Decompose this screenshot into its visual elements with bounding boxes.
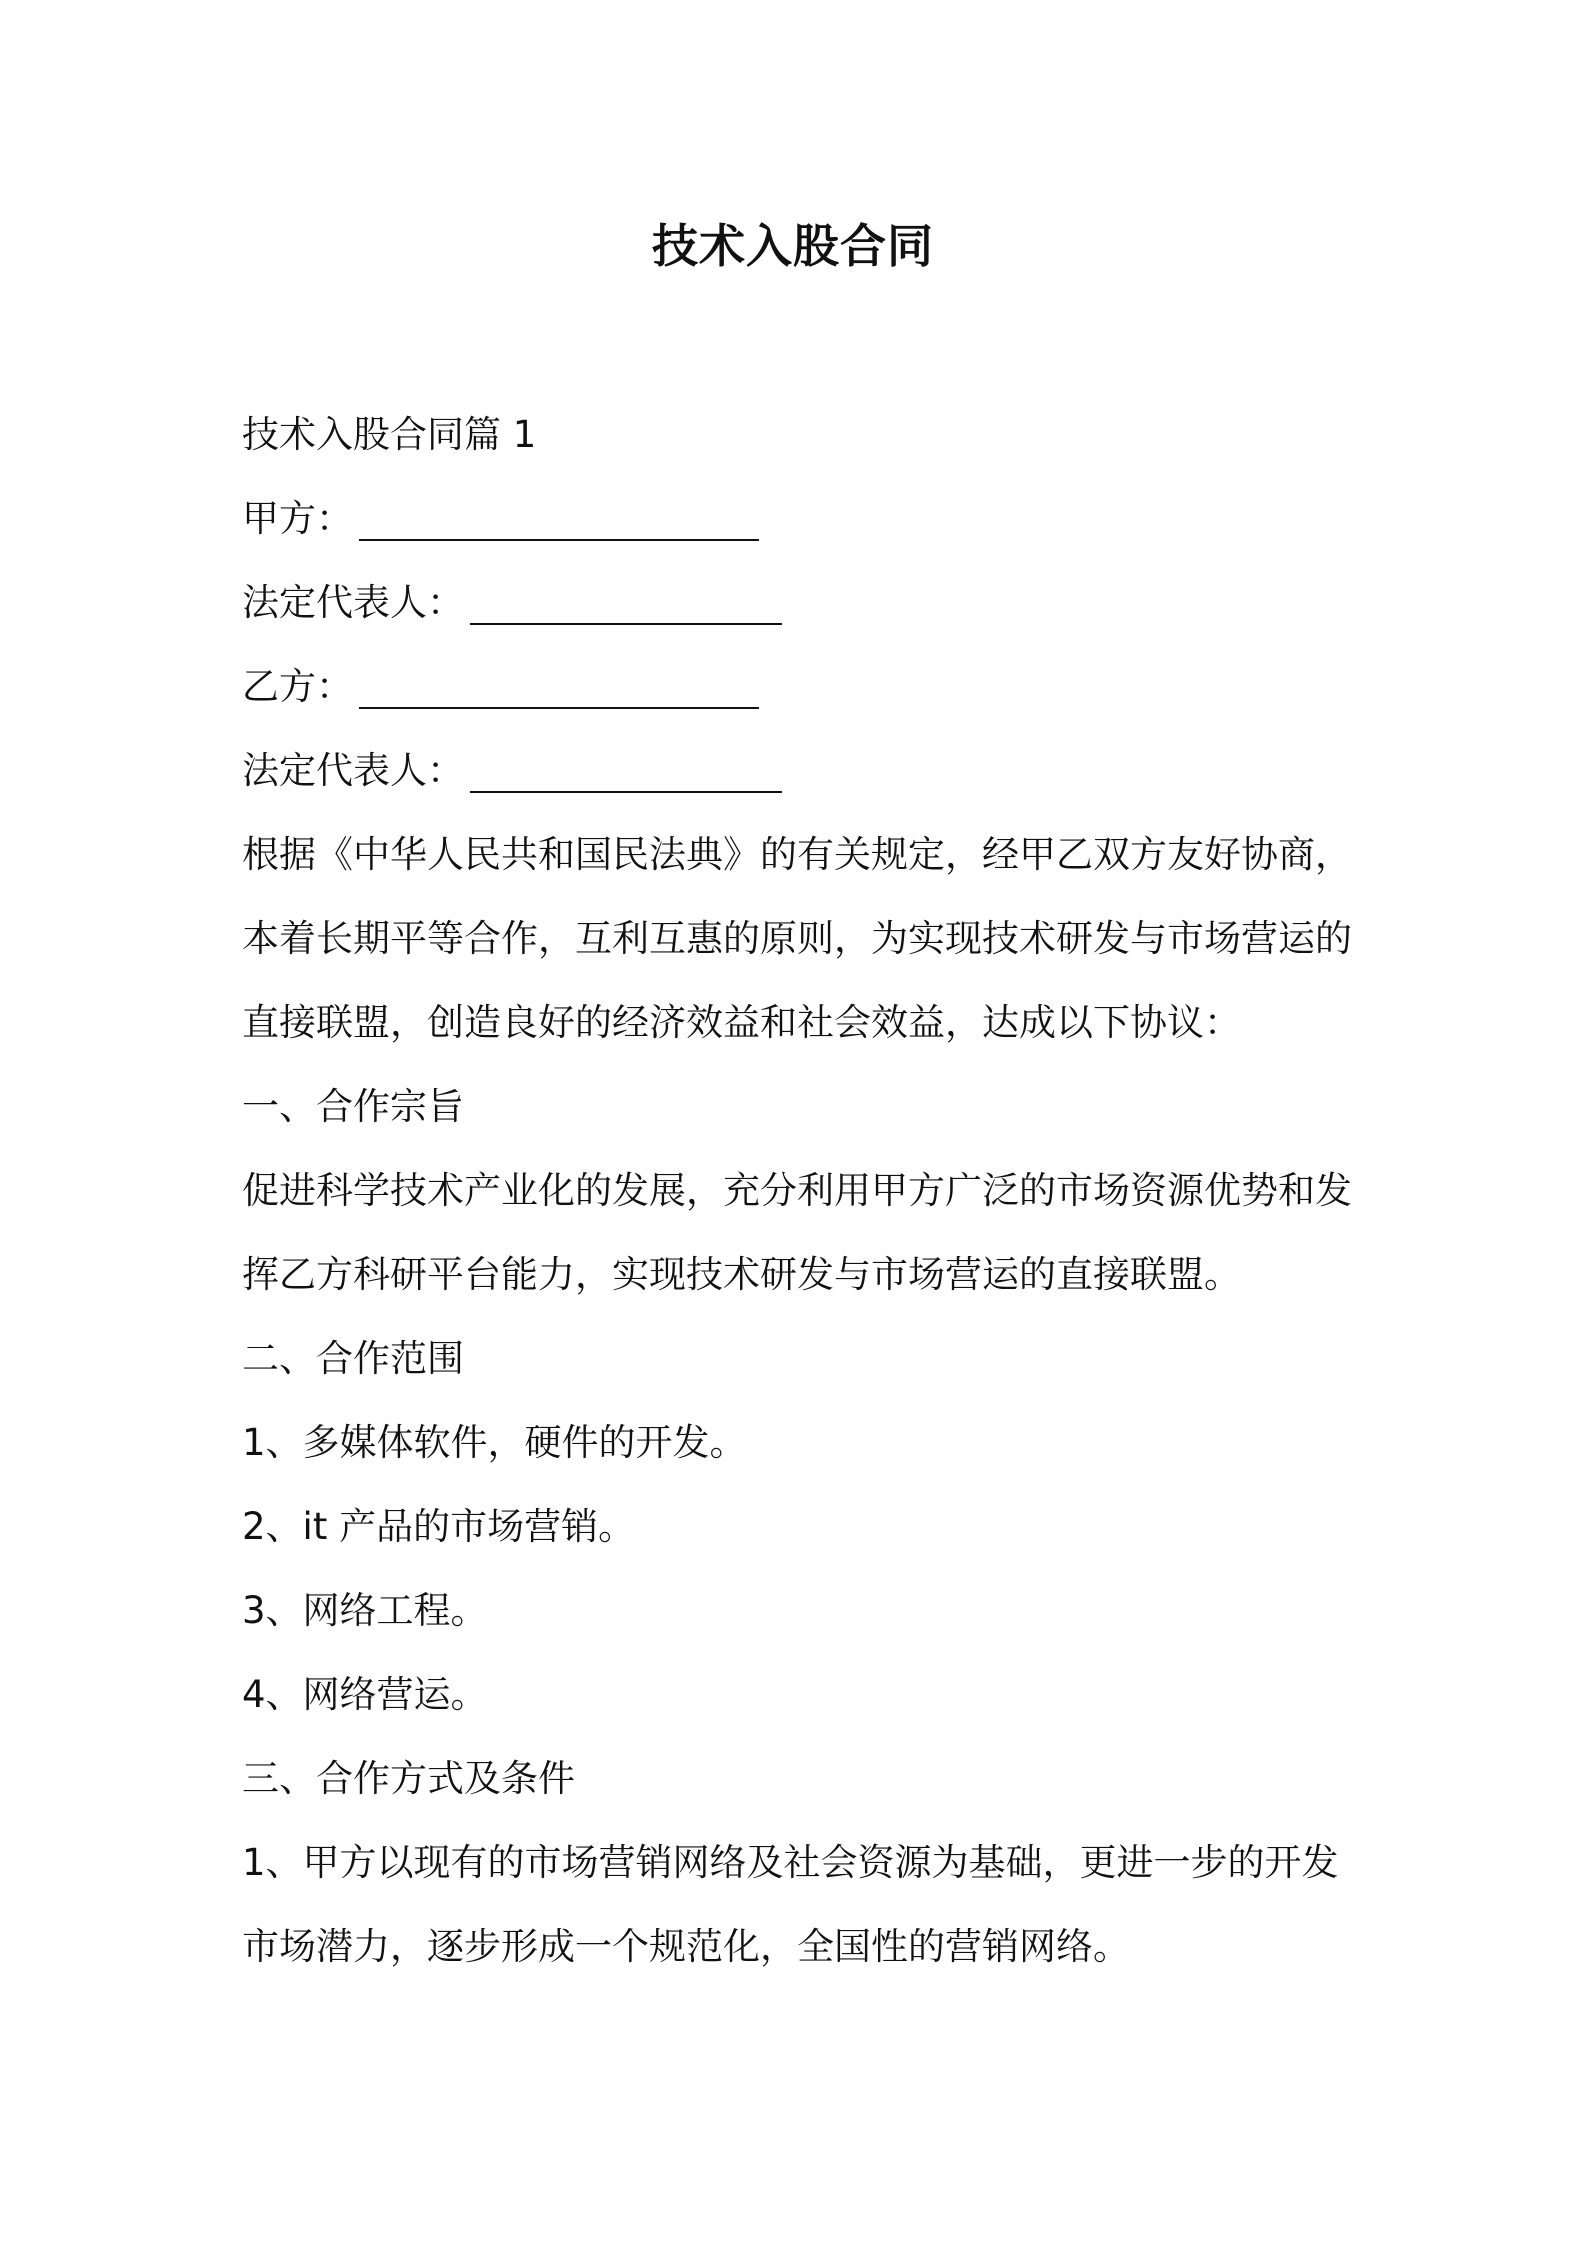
section-heading: 一、合作宗旨: [242, 1085, 464, 1128]
body-line: 市场潜力，逐步形成一个规范化，全国性的营销网络。: [242, 1925, 1130, 1968]
party-a-blank: [359, 503, 759, 541]
preamble-line: 直接联盟，创造良好的经济效益和社会效益，达成以下协议：: [242, 1001, 1241, 1044]
party-b-label: 乙方：: [242, 665, 353, 708]
body-line: 挥乙方科研平台能力，实现技术研发与市场营运的直接联盟。: [242, 1253, 1241, 1296]
contract-subtitle: 技术入股合同篇 1: [242, 413, 537, 456]
party-b-rep-line: [242, 746, 1362, 796]
body-line: 1、甲方以现有的市场营销网络及社会资源为基础，更进一步的开发: [242, 1841, 1339, 1884]
section-heading: 二、合作范围: [242, 1337, 464, 1380]
party-b-rep-label: 法定代表人：: [242, 749, 464, 792]
document-title: 技术入股合同: [652, 219, 934, 273]
body-line: 促进科学技术产业化的发展，充分利用甲方广泛的市场资源优势和发: [242, 1169, 1352, 1212]
section-heading: 三、合作方式及条件: [242, 1757, 575, 1800]
list-item: 1、多媒体软件，硬件的开发。: [242, 1421, 747, 1464]
party-b-line: [242, 662, 1362, 712]
party-b-rep-blank: [470, 755, 782, 793]
list-item: 3、网络工程。: [242, 1589, 488, 1632]
party-a-rep-line: [242, 578, 1362, 628]
preamble-line: 根据《中华人民共和国民法典》的有关规定，经甲乙双方友好协商，: [242, 833, 1352, 876]
list-item: 4、网络营运。: [242, 1673, 488, 1716]
party-b-blank: [359, 671, 759, 709]
party-a-rep-label: 法定代表人：: [242, 581, 464, 624]
preamble-line: 本着长期平等合作，互利互惠的原则，为实现技术研发与市场营运的: [242, 917, 1352, 960]
party-a-rep-blank: [470, 587, 782, 625]
list-item: 2、it 产品的市场营销。: [242, 1505, 636, 1548]
party-a-label: 甲方：: [242, 497, 353, 540]
party-a-line: [242, 494, 1362, 544]
